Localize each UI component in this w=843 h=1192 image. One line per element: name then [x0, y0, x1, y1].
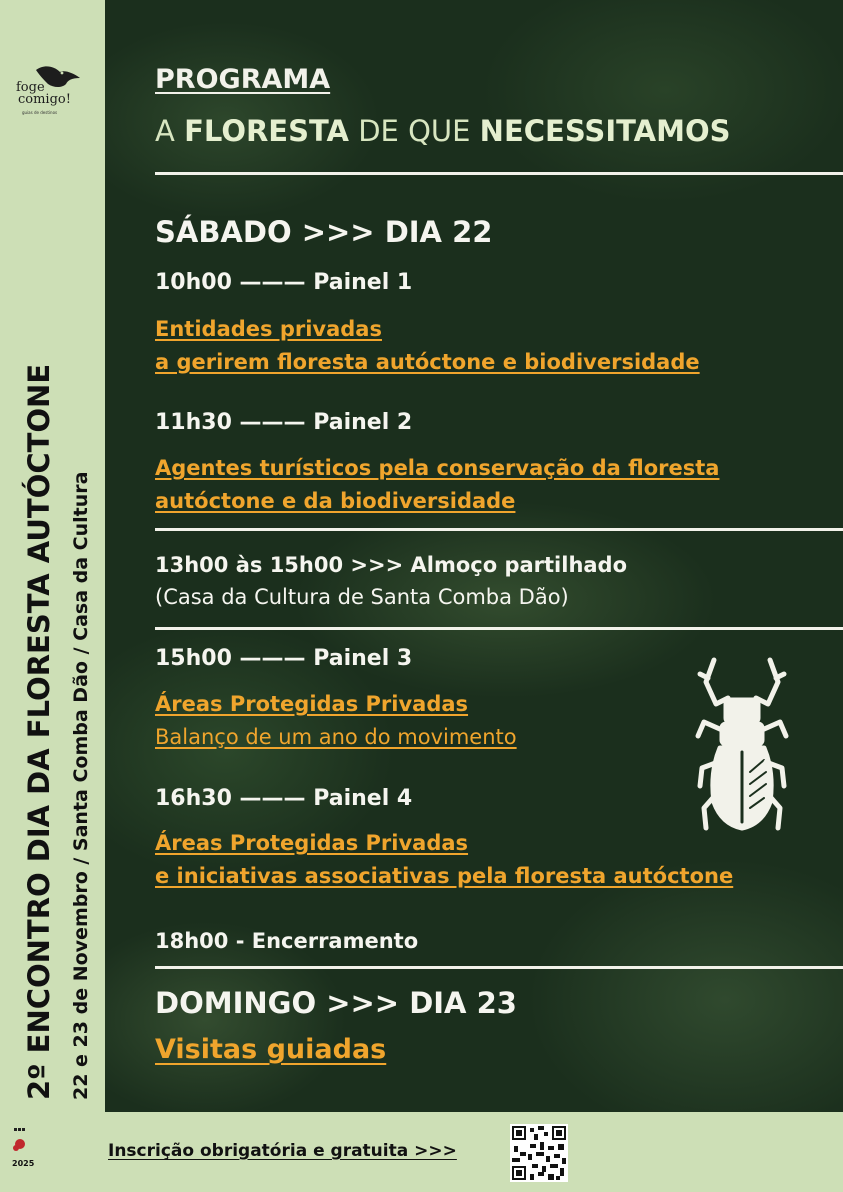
panel2-line2[interactable]: autóctone e da biodiversidade: [155, 489, 516, 513]
panel1-time: 10h00 ——— Painel 1: [155, 270, 413, 295]
page-subtitle: [155, 114, 730, 148]
subtitle-bold: FLORESTA: [184, 114, 349, 148]
beetle-icon: [692, 652, 792, 837]
year: 2025: [12, 1159, 35, 1168]
logo-text: [12, 82, 71, 106]
panel4-description[interactable]: [155, 827, 733, 893]
sidebar: [0, 0, 105, 1192]
closing-text: 18h00 - Encerramento: [155, 929, 419, 953]
divider: [155, 966, 843, 969]
panel3-time: 15h00 ——— Painel 3: [155, 646, 413, 671]
page-title: PROGRAMA: [155, 64, 331, 95]
panel1-description[interactable]: [155, 313, 700, 379]
panel4-line2[interactable]: e iniciativas associativas pela floresta autóctone: [155, 864, 734, 888]
panel1-line2[interactable]: a gerirem floresta autóctone e biodiversidade: [155, 350, 700, 374]
panel4-line1[interactable]: Áreas Protegidas Privadas: [155, 831, 469, 855]
panel1-line1[interactable]: Entidades privadas: [155, 317, 382, 341]
divider: [155, 627, 843, 630]
panel2-time: 11h30 ——— Painel 2: [155, 410, 413, 435]
qr-code-icon[interactable]: [510, 1124, 568, 1182]
subtitle-part: DE QUE: [348, 114, 480, 148]
subtitle-part: A: [155, 114, 185, 148]
logo-line2: comigo!: [18, 92, 71, 107]
lunch-line1: 13h00 às 15h00 >>> Almoço partilhado: [155, 553, 628, 577]
panel3-line1[interactable]: Áreas Protegidas Privadas: [155, 692, 469, 716]
panel2-description[interactable]: [155, 452, 719, 518]
logo-tagline: guias de destinos: [22, 110, 58, 115]
vertical-subtitle: 22 e 23 de Novembro / Santa Comba Dão / Casa da Cultura: [70, 471, 92, 1100]
vertical-title: 2º ENCONTRO DIA DA FLORESTA AUTÓCTONE: [22, 363, 56, 1100]
lunch-line2: (Casa da Cultura de Santa Comba Dão): [155, 585, 569, 609]
subtitle-bold: NECESSITAMOS: [479, 114, 731, 148]
closing: [155, 925, 418, 957]
logo-line1: foge: [16, 80, 45, 95]
lunch: [155, 549, 627, 613]
registration-link[interactable]: Inscrição obrigatória e gratuita >>>: [108, 1141, 457, 1161]
panel3-line2[interactable]: Balanço de um ano do movimento: [155, 725, 517, 749]
saturday-heading: SÁBADO >>> DIA 22: [155, 215, 493, 249]
panel4-time: 16h30 ——— Painel 4: [155, 786, 413, 811]
divider: [155, 172, 843, 175]
sunday-heading: DOMINGO >>> DIA 23: [155, 986, 517, 1020]
divider: [155, 528, 843, 531]
panel2-line1[interactable]: Agentes turísticos pela conservação da floresta: [155, 456, 720, 480]
flower-icon: [12, 1126, 28, 1156]
panel3-description[interactable]: [155, 688, 517, 754]
sunday-activity[interactable]: Visitas guiadas: [155, 1034, 387, 1065]
